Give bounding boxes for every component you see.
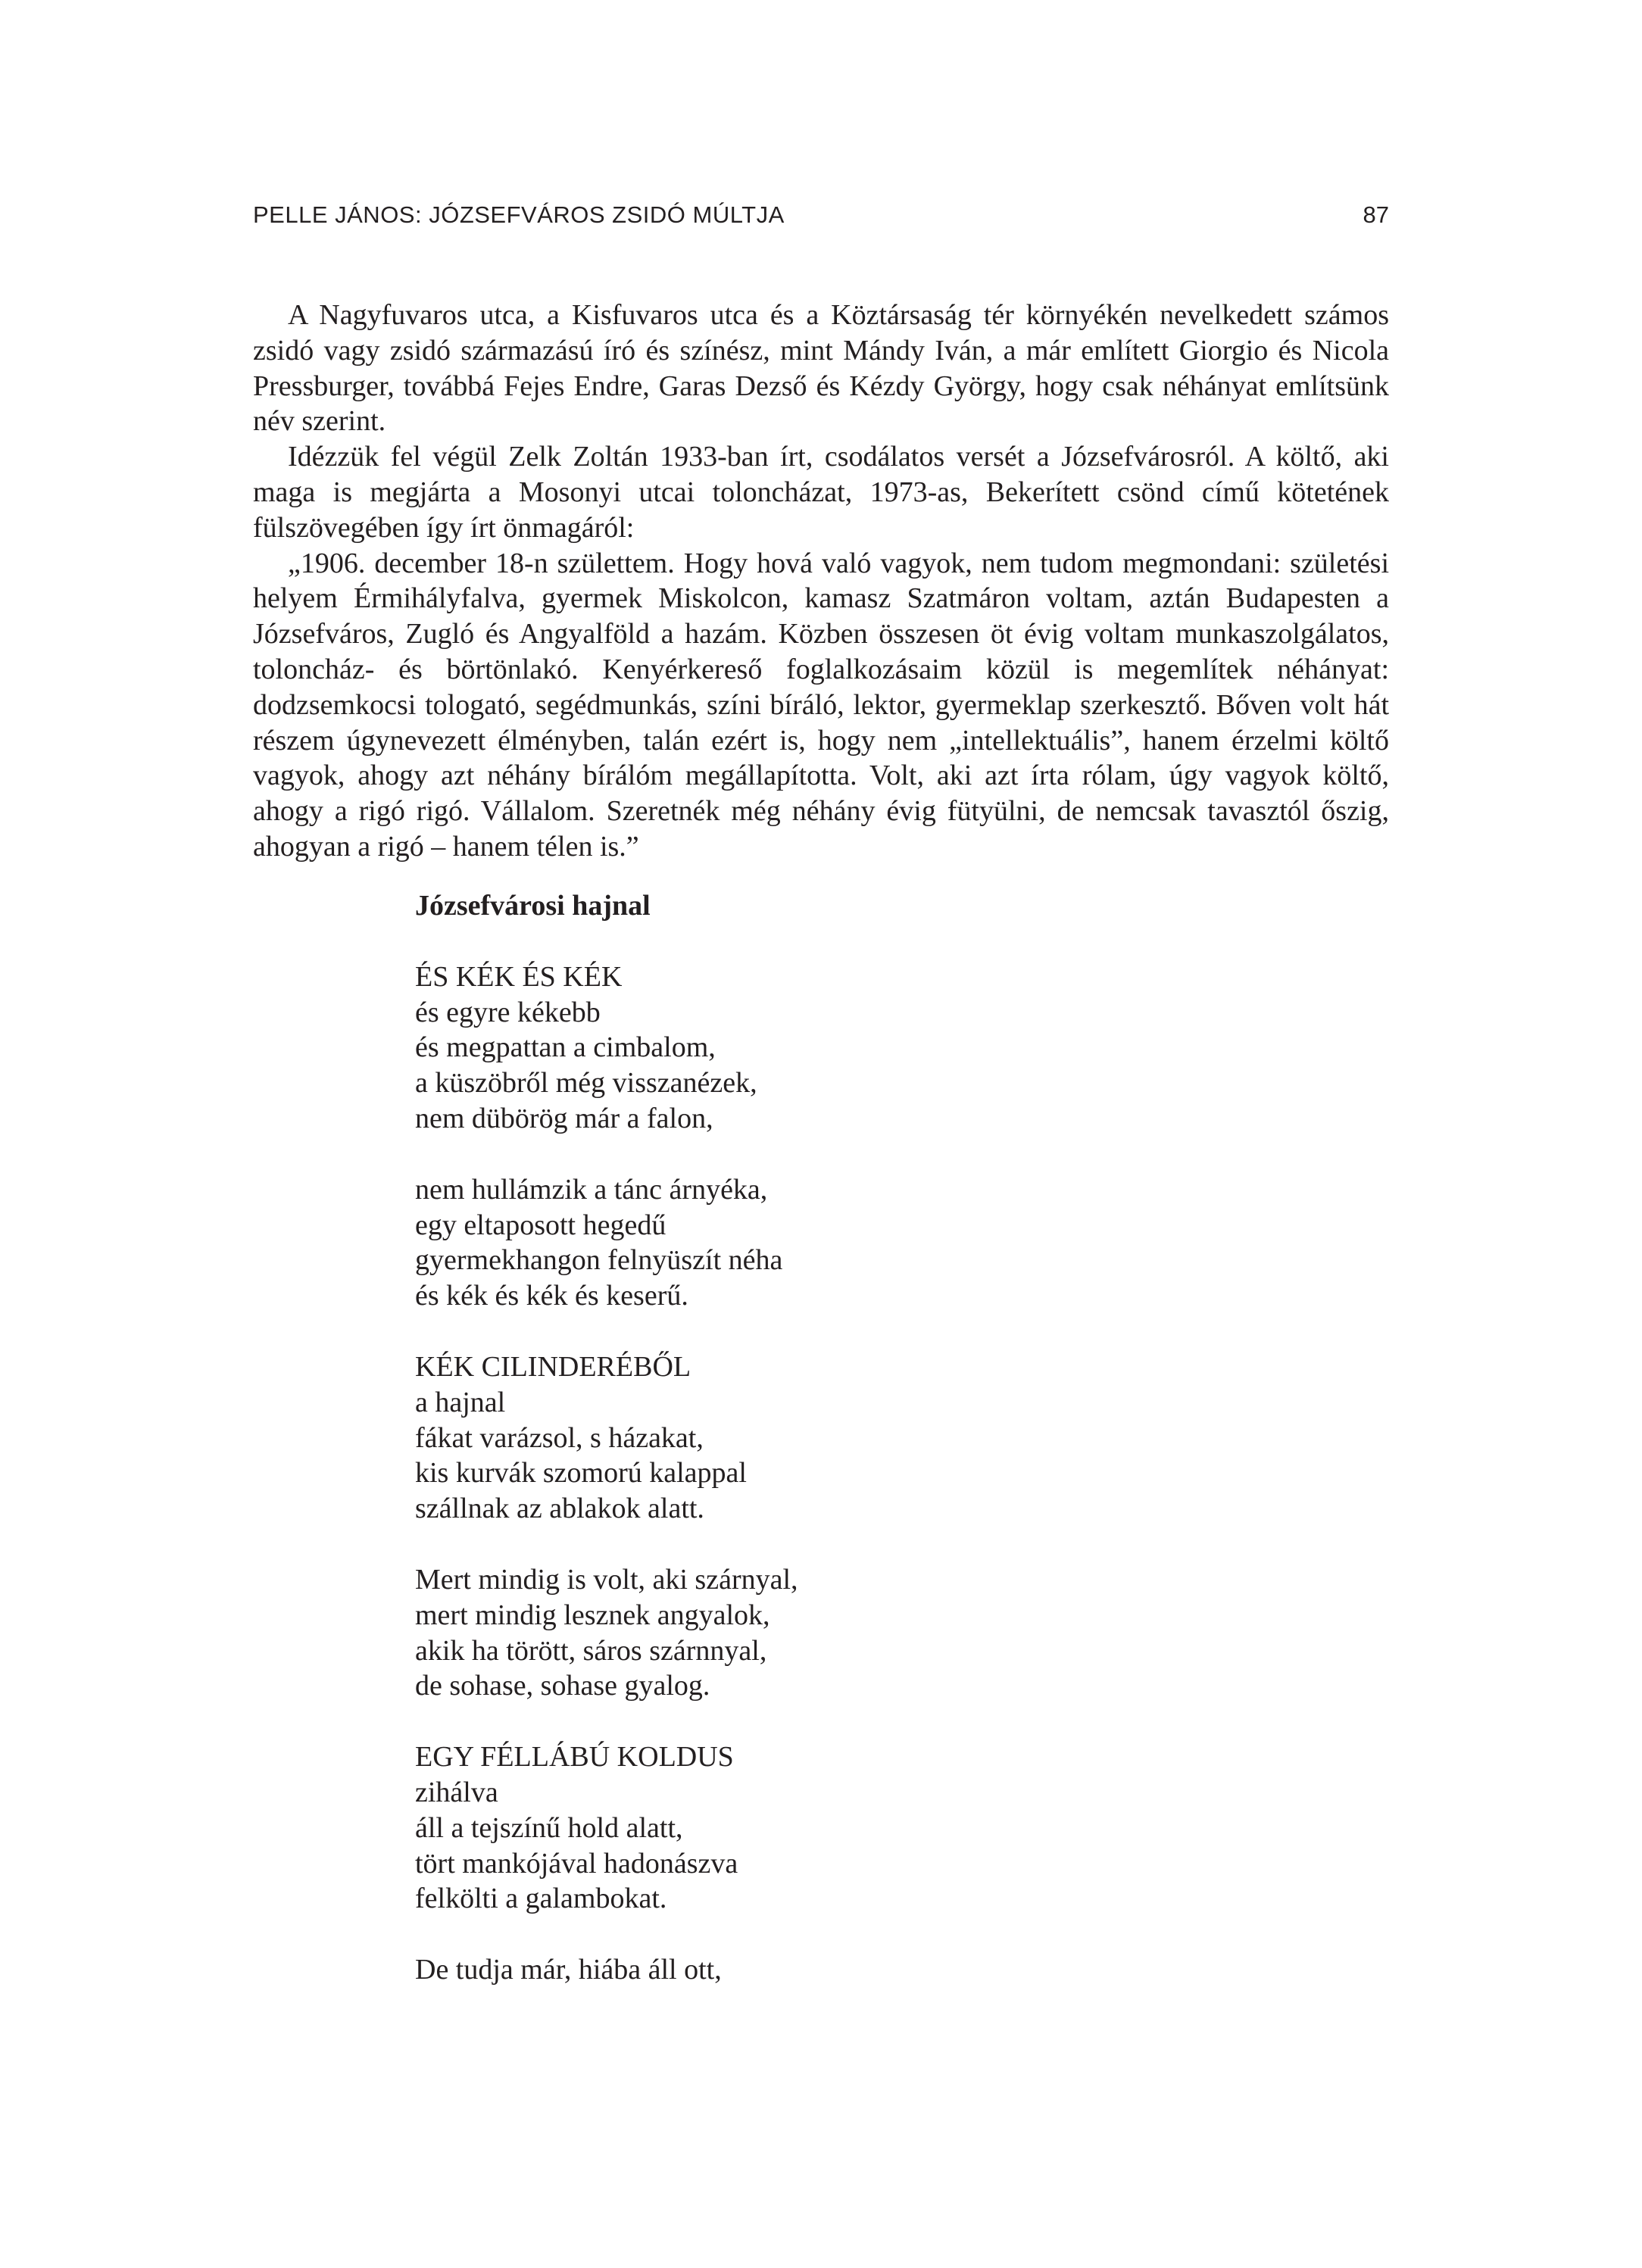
poem-line: gyermekhangon felnyüszít néha	[415, 1244, 783, 1277]
poem	[415, 888, 1172, 2023]
poem-line: fákat varázsol, s házakat,	[415, 1421, 704, 1454]
poem-line: De tudja már, hiába áll ott,	[415, 1954, 722, 1986]
poem-line: ÉS KÉK ÉS KÉK	[415, 960, 623, 993]
paragraph: A Nagyfuvaros utca, a Kisfuvaros utca és a Köztársaság tér környékén nevelkedett számos zsidó vagy zsidó származású író és színész, mint Mándy Iván, a már említett Giorgio és Nicola Pressburger, továbbá Fejes Endre, Garas Dezső és Kézdy György, hogy csak néhányat említsünk név szerint.	[253, 299, 1389, 438]
poem-stanza	[415, 959, 1172, 1137]
poem-line: és kék és kék és keserű.	[415, 1280, 688, 1312]
poem-stanza	[415, 1952, 1172, 1988]
paragraph: Idézzük fel végül Zelk Zoltán 1933-ban írt, csodálatos versét a Józsefvárosról. A költő, aki maga is megjárta a Mosonyi utcai toloncházat, 1973-as, Bekerített csönd című kötetének fülszövegében így írt önmagáról:	[253, 441, 1389, 544]
poem-stanza	[415, 1349, 1172, 1527]
poem-line: kis kurvák szomorú kalappal	[415, 1457, 747, 1490]
poem-stanza	[415, 1739, 1172, 1917]
poem-line: Mert mindig is volt, aki szárnyal,	[415, 1563, 798, 1596]
running-title: PELLE JÁNOS: JÓZSEFVÁROS ZSIDÓ MÚLTJA	[253, 201, 785, 228]
poem-line: felkölti a galambokat.	[415, 1883, 667, 1915]
poem-line: és megpattan a cimbalom,	[415, 1031, 716, 1064]
poem-line: zihálva	[415, 1776, 498, 1808]
poem-title: Józsefvárosi hajnal	[415, 890, 651, 922]
poem-line: de sohase, sohase gyalog.	[415, 1670, 710, 1702]
poem-stanza	[415, 1562, 1172, 1704]
poem-stanza	[415, 1172, 1172, 1314]
poem-line: egy eltaposott hegedű	[415, 1209, 666, 1241]
poem-line: áll a tejszínű hold alatt,	[415, 1811, 683, 1844]
poem-line: mert mindig lesznek angyalok,	[415, 1599, 770, 1631]
poem-line: nem dübörög már a falon,	[415, 1102, 713, 1134]
poem-line: a hajnal	[415, 1386, 506, 1418]
poem-line: EGY FÉLLÁBÚ KOLDUS	[415, 1741, 734, 1774]
poem-line: KÉK CILINDERÉBŐL	[415, 1350, 691, 1383]
page-number: 87	[1363, 201, 1389, 228]
poem-line: akik ha törött, sáros szárnnyal,	[415, 1634, 767, 1667]
body-text	[253, 298, 1389, 865]
quoted-paragraph: „1906. december 18-n születtem. Hogy hová való vagyok, nem tudom megmondani: születési helyem Érmihályfalva, gyermek Miskolcon, kamasz Szatmáron voltam, aztán Budapesten a Józsefváros, Zugló és Angyalföld a hazám. Közben összesen öt évig voltam munkaszolgálatos, toloncház- és börtönlakó. Kenyérkereső foglalkozásaim közül is megemlítek néhányat: dodzsemkocsi tologató, segédmunkás, színi bíráló, lektor, gyermeklap szerkesztő. Bőven volt hát részem úgynevezett élményben, talán ezért is, hogy nem „intellektuális”, hanem érzelmi költő vagyok, ahogy azt néhány bírálóm megállapította. Volt, aki azt írta rólam, úgy vagyok költő, ahogy a rigó rigó. Vállalom. Szeretnék még néhány évig fütyülni, de nemcsak tavasztól őszig, ahogyan a rigó – hanem télen is.”	[253, 547, 1389, 863]
poem-line: nem hullámzik a tánc árnyéka,	[415, 1173, 768, 1206]
poem-line: tört mankójával hadonászva	[415, 1847, 738, 1880]
poem-line: a küszöbről még visszanézek,	[415, 1067, 757, 1100]
poem-line: és egyre kékebb	[415, 996, 601, 1028]
poem-line: szállnak az ablakok alatt.	[415, 1493, 704, 1525]
